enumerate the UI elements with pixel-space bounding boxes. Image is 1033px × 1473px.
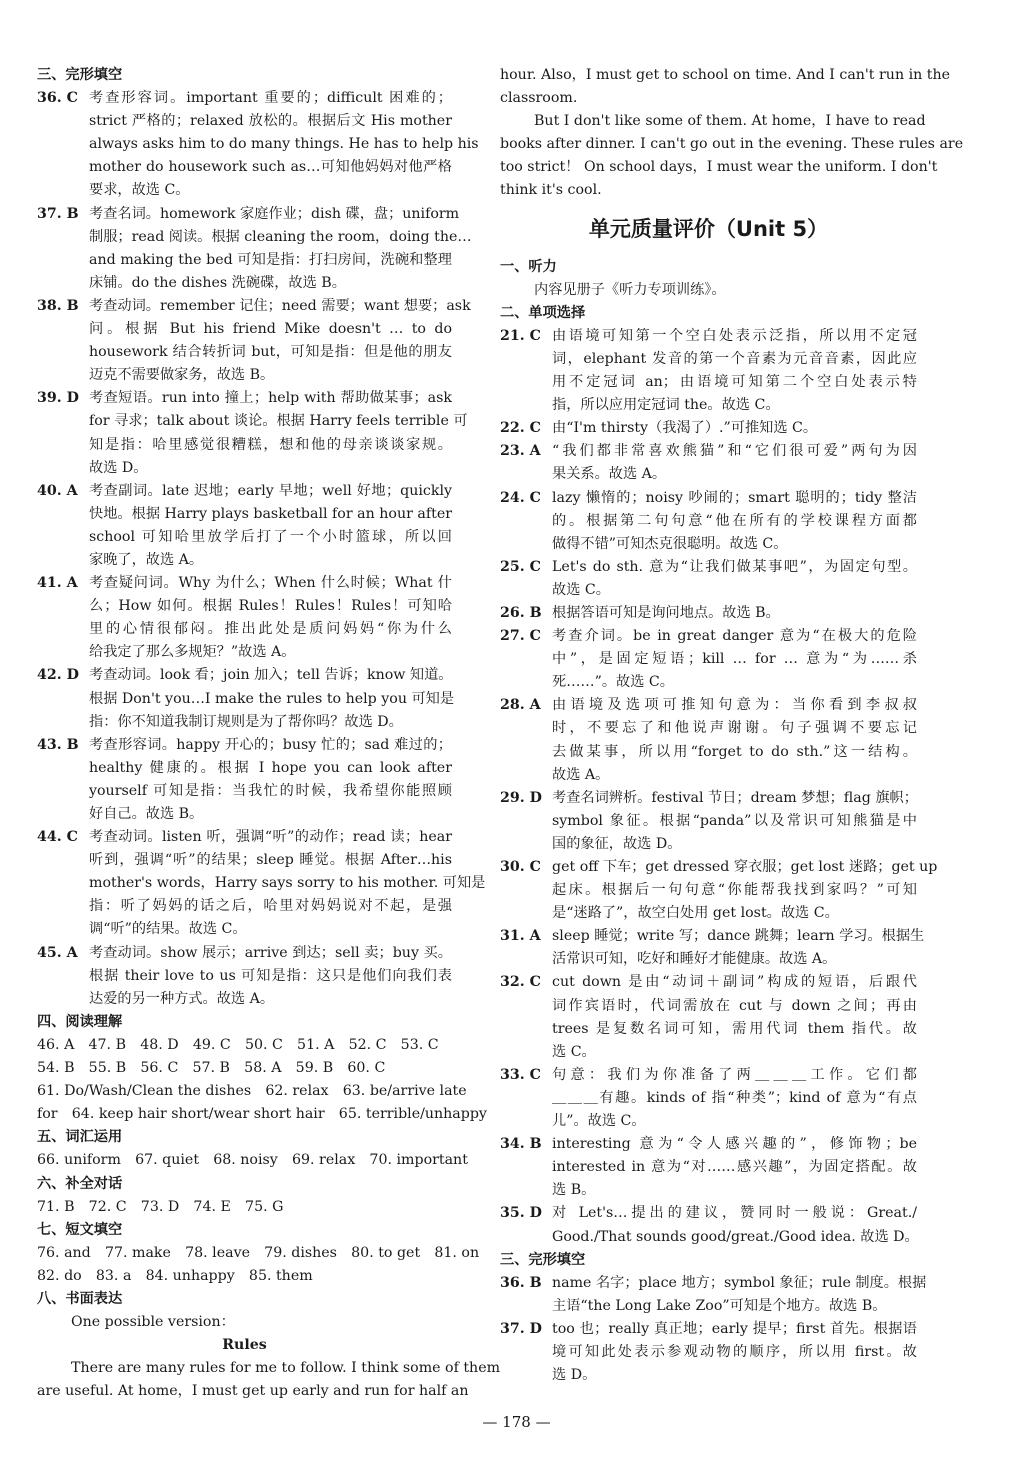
essay-line: are useful. At home，I must get up early and run for half an	[37, 1383, 469, 1400]
page-number: — 178 —	[482, 1413, 551, 1431]
answer-item	[500, 971, 917, 1063]
explanation-line: 考查形容词。happy 开心的；busy 忙的；sad 难过的；	[89, 736, 452, 753]
section-heading-dialog: 六、补全对话	[37, 1175, 123, 1192]
left-column	[37, 64, 501, 1403]
answer-item	[500, 856, 938, 925]
explanation-line: 考查动词。show 展示；arrive 到达；sell 卖；buy 买。	[89, 944, 452, 961]
explanation-line: 主语“the Long Lake Zoo”可知是个地方。故选 B。	[552, 1297, 887, 1314]
explanation-line: 用不定冠词 an；由语境可知第二个空白处表示特	[552, 374, 917, 391]
answer-number: 32. C	[500, 974, 541, 991]
section-heading-listening: 一、听力	[500, 258, 557, 275]
explanation-line: 指，所以应用定冠词 the。故选 C。	[552, 397, 780, 414]
explanation-line: 给我定了那么多规矩？”故选 A。	[89, 644, 296, 661]
explanation-line: ＿＿＿有趣。kinds of 指“种类”；kind of 意为“有点	[552, 1089, 917, 1106]
answer-number: 42. D	[37, 667, 79, 684]
section-heading-single-choice: 二、单项选择	[500, 304, 586, 321]
explanation-line: 问。根据 But his friend Mike doesn't … to do	[89, 321, 452, 338]
explanation-line: too 也；really 真正地；early 提早；first 首先。根据语	[552, 1320, 917, 1337]
fill-answers-2: 82. do 83. a 84. unhappy 85. them	[37, 1267, 313, 1284]
answer-item	[500, 1272, 927, 1318]
right-column	[500, 64, 964, 1387]
essay-line: too strict！ On school days，I must wear the uniform. I don't	[500, 159, 938, 176]
explanation-line: 听到，强调“听”的结果；sleep 睡觉。根据 After…his	[89, 852, 452, 869]
explanation-line: 好自己。故选 B。	[89, 806, 204, 822]
answer-number: 37. D	[500, 1320, 542, 1337]
answer-number: 33. C	[500, 1066, 541, 1083]
answer-number: 41. A	[37, 575, 78, 592]
answer-number: 37. B	[37, 205, 79, 222]
answer-number: 36. B	[500, 1274, 542, 1291]
section-heading-cloze: 三、完形填空	[37, 67, 123, 83]
unit-heading: 单元质量评价（Unit 5）	[588, 216, 829, 241]
explanation-line: 根据答语可知是询问地点。故选 B。	[552, 604, 780, 621]
explanation-line: 选 B。	[552, 1182, 596, 1199]
explanation-line: 指：你不知道我制订规则是为了帮你吗？故选 D。	[89, 713, 403, 730]
answer-item	[500, 925, 925, 971]
explanation-line: and making the bed 可知是指：打扫房间，洗碗和整理	[89, 251, 452, 268]
answer-item	[500, 417, 917, 440]
explanation-line: 考查动词。listen 听，强调“听”的动作；read 读；hear	[89, 829, 452, 846]
answer-number: 45. A	[37, 944, 78, 961]
explanation-line: 考查疑问词。Why 为什么；When 什么时候；What 什	[89, 575, 452, 592]
explanation-line: sleep 睡觉；write 写；dance 跳舞；learn 学习。根据生	[552, 928, 925, 945]
explanation-line: 么；How 如何。根据 Rules！Rules！Rules！可知哈	[89, 598, 452, 615]
explanation-line: 考查动词。look 看；join 加入；tell 告诉；know 知道。	[89, 667, 453, 684]
explanation-line: get off 下车；get dressed 穿衣服；get lost 迷路；get up	[552, 859, 938, 875]
explanation-line: 选 C。	[552, 1043, 596, 1060]
section-heading-cloze-2: 三、完形填空	[500, 1251, 586, 1268]
answer-number: 31. A	[500, 928, 541, 945]
explanation-line: 迈克不需要做家务，故选 B。	[89, 367, 275, 384]
explanation-line: 死……”。故选 C。	[552, 674, 674, 691]
explanation-line: 由“I'm thirsty（我渴了）.”可推知选 C。	[552, 420, 818, 437]
answer-item	[500, 556, 917, 602]
answer-number: 25. C	[500, 558, 541, 575]
explanation-line: interested in 意为“对……感兴趣”，为固定搭配。故	[552, 1159, 917, 1176]
answer-item	[500, 787, 917, 856]
explanation-line: yourself 可知是指：当我忙的时候，我希望你能照顾	[89, 782, 452, 799]
essay-line: There are many rules for me to follow. I think some of them	[71, 1360, 501, 1377]
answer-number: 21. C	[500, 327, 541, 344]
answer-item	[37, 942, 452, 1011]
explanation-line: 句意：我们为你准备了两＿＿＿工作。它们都	[552, 1066, 917, 1083]
answer-item	[500, 440, 917, 486]
explanation-line: 选 D。	[552, 1367, 597, 1384]
explanation-line: 起床。根据后一句句意“你能帮我找到家吗？”可知	[552, 882, 917, 899]
essay-line: think it's cool.	[500, 182, 602, 199]
answer-list-single-choice	[500, 325, 938, 1249]
explanation-line: 里的心情很郁闷。推出此处是质问妈妈“你为什么	[89, 621, 452, 638]
answer-item	[37, 572, 452, 664]
answer-item	[37, 295, 471, 387]
explanation-line: 调“听”的结果。故选 C。	[89, 921, 247, 938]
answer-number: 30. C	[500, 859, 541, 875]
answer-item	[500, 1064, 917, 1133]
answer-item	[37, 87, 479, 202]
explanation-line: 根据 Don't you…I make the rules to help you 可知是	[89, 690, 455, 707]
explanation-line: always asks him to do many things. He has to help his	[89, 136, 479, 153]
answer-item	[37, 203, 472, 295]
reading-answers-1: 46. A 47. B 48. D 49. C 50. C 51. A 52. C 53. C	[37, 1036, 439, 1053]
explanation-line: 的。根据第二句句意“他在所有的学校课程方面都	[552, 512, 917, 529]
explanation-line: 知是指：哈里感觉很糟糕，想和他的母亲谈谈家规。	[89, 436, 452, 453]
section-heading-reading: 四、阅读理解	[37, 1013, 123, 1030]
explanation-line: Good./That sounds good/great./Good idea. 故选 D。	[552, 1228, 919, 1245]
explanation-line: 考查副词。late 迟地；early 早地；well 好地；quickly	[89, 482, 452, 499]
answer-number: 44. C	[37, 829, 78, 846]
answer-item	[37, 387, 468, 479]
answer-item	[500, 487, 917, 556]
answer-number: 24. C	[500, 489, 541, 506]
essay-title: Rules	[222, 1337, 267, 1354]
answer-item	[500, 694, 917, 786]
answer-number: 36. C	[37, 90, 78, 107]
dialog-answers: 71. B 72. C 73. D 74. E 75. G	[37, 1198, 284, 1215]
explanation-line: 故选 A。	[552, 766, 610, 783]
reading-answers-3: 61. Do/Wash/Clean the dishes 62. relax 63. be/arrive late	[37, 1083, 467, 1100]
answer-number: 29. D	[500, 789, 542, 806]
explanation-line: 制服；read 阅读。根据 cleaning the room，doing the…	[89, 228, 472, 245]
answer-item	[500, 1133, 917, 1202]
answer-number: 40. A	[37, 482, 78, 499]
section-heading-writing: 八、书面表达	[37, 1290, 123, 1307]
explanation-line: 活常识可知，吃好和睡好才能健康。故选 A。	[552, 951, 837, 968]
explanation-line: 指：听了妈妈的话之后，哈里对妈妈说对不起，是强	[89, 898, 452, 915]
vocab-answers: 66. uniform 67. quiet 68. noisy 69. relax 70. important	[37, 1152, 468, 1169]
answer-item	[500, 602, 917, 625]
explanation-line: 故选 D。	[89, 459, 148, 476]
explanation-line: 故选 C。	[552, 581, 610, 598]
answer-number: 27. C	[500, 628, 541, 645]
essay-line: But I don't like some of them. At home，I have to read	[534, 113, 926, 130]
explanation-line: trees 是复数名词可知，需用代词 them 指代。故	[552, 1020, 917, 1037]
explanation-line: 中”，是固定短语；kill … for … 意为“为……杀	[552, 651, 917, 668]
fill-answers-1: 76. and 77. make 78. leave 79. dishes 80. to get 81. on	[37, 1244, 480, 1261]
reading-answers-2: 54. B 55. B 56. C 57. B 58. A 59. B 60. C	[37, 1060, 386, 1077]
explanation-line: 家晚了，故选 A。	[89, 551, 204, 568]
answer-number: 34. B	[500, 1136, 542, 1153]
answer-list-cloze	[37, 87, 486, 1011]
section-heading-vocab: 五、词汇运用	[37, 1129, 123, 1146]
answer-item	[37, 664, 455, 733]
answer-number: 39. D	[37, 390, 79, 407]
answer-number: 38. B	[37, 297, 79, 314]
explanation-line: 词，elephant 发音的第一个音素为元音音素，因此应	[552, 350, 917, 367]
answer-item	[37, 826, 486, 941]
essay-line: classroom.	[500, 90, 578, 107]
explanation-line: 考查名词。homework 家庭作业；dish 碟，盘；uniform	[89, 205, 460, 222]
explanation-line: 果关系。故选 A。	[552, 466, 667, 483]
explanation-line: 考查名词辨析。festival 节日；dream 梦想；flag 旗帜；	[552, 789, 918, 806]
reading-answers-4: for 64. keep hair short/wear short hair 65. terrible/unhappy	[37, 1106, 487, 1123]
explanation-line: housework 结合转折词 but，可知是指：但是他的朋友	[89, 344, 452, 361]
answer-item	[37, 734, 452, 826]
answer-number: 43. B	[37, 736, 79, 753]
explanation-line: 床铺。do the dishes 洗碗碟，故选 B。	[89, 274, 346, 291]
explanation-line: 由语境及选项可推知句意为：当你看到李叔叔	[552, 697, 917, 714]
explanation-line: 快地。根据 Harry plays basketball for an hour after	[89, 505, 452, 522]
answer-list-cloze-2	[500, 1272, 927, 1387]
listening-note: 内容见册子《听力专项训练》。	[534, 281, 726, 298]
explanation-line: for 寻求；talk about 谈论。根据 Harry feels terrible 可	[89, 413, 468, 430]
explanation-line: 考查介词。be in great danger 意为“在极大的危险	[552, 628, 917, 645]
answer-item	[500, 325, 917, 417]
explanation-line: 根据 their love to us 可知是指：这只是他们向我们表	[89, 967, 452, 984]
explanation-line: 对 Let's…提出的建议，赞同时一般说：Great./	[552, 1205, 917, 1222]
answer-number: 23. A	[500, 443, 541, 460]
explanation-line: 时，不要忘了和他说声谢谢。句子强调不要忘记	[552, 720, 917, 737]
explanation-line: mother do housework such as…可知他妈妈对他严格	[89, 159, 452, 176]
explanation-line: 词作宾语时，代词需放在 cut 与 down 之间；再由	[552, 997, 917, 1014]
explanation-line: 由语境可知第一个空白处表示泛指，所以用不定冠	[552, 327, 917, 344]
explanation-line: 国的象征，故选 D。	[552, 835, 682, 852]
explanation-line: strict 严格的；relaxed 放松的。根据后文 His mother	[89, 113, 452, 130]
explanation-line: Let's do sth. 意为“让我们做某事吧”，为固定句型。	[552, 558, 917, 575]
explanation-line: symbol 象征。根据“panda”以及常识可知熊猫是中	[552, 812, 917, 829]
answer-item	[37, 480, 452, 572]
explanation-line: “我们都非常喜欢熊猫”和“它们很可爱”两句为因	[552, 443, 917, 460]
answer-item	[500, 625, 917, 694]
explanation-line: 考查短语。run into 撞上；help with 帮助做某事；ask	[89, 390, 452, 407]
answer-number: 22. C	[500, 420, 541, 437]
explanation-line: 考查形容词。important 重要的；difficult 困难的；	[89, 90, 452, 107]
explanation-line: 儿”。故选 C。	[552, 1113, 646, 1130]
explanation-line: 要求，故选 C。	[89, 182, 190, 199]
explanation-line: healthy 健康的。根据 I hope you can look after	[89, 759, 452, 776]
essay-line: books after dinner. I can't go out in the evening. These rules are	[500, 136, 964, 153]
answer-number: 28. A	[500, 697, 541, 714]
essay-line: hour. Also，I must get to school on time. And I can't run in the	[500, 67, 951, 83]
section-heading-fill: 七、短文填空	[37, 1221, 123, 1238]
answer-number: 35. D	[500, 1205, 542, 1222]
explanation-line: interesting 意为“令人感兴趣的”，修饰物；be	[552, 1136, 917, 1153]
explanation-line: 去做某事，所以用“forget to do sth.”这一结构。	[552, 743, 917, 760]
explanation-line: 境可知此处表示参观动物的顺序，所以用 first。故	[552, 1343, 917, 1360]
explanation-line: 考查动词。remember 记住；need 需要；want 想要；ask	[89, 297, 471, 314]
explanation-line: name 名字；place 地方；symbol 象征；rule 制度。根据	[552, 1274, 927, 1291]
explanation-line: cut down 是由“动词＋副词”构成的短语，后跟代	[552, 974, 917, 991]
explanation-line: mother's words，Harry says sorry to his mother. 可知是	[89, 875, 486, 892]
possible-version-label: One possible version：	[71, 1314, 235, 1331]
explanation-line: 达爱的另一种方式。故选 A。	[89, 990, 275, 1007]
answer-number: 26. B	[500, 604, 542, 621]
answer-item	[500, 1202, 917, 1248]
answer-item	[500, 1318, 917, 1387]
explanation-line: 做得不错”可知杰克很聪明。故选 C。	[552, 535, 788, 552]
explanation-line: lazy 懒惰的；noisy 吵闹的；smart 聪明的；tidy 整洁	[552, 489, 917, 506]
explanation-line: school 可知哈里放学后打了一个小时篮球，所以回	[89, 528, 452, 545]
explanation-line: 是“迷路了”，故空白处用 get lost。故选 C。	[552, 905, 839, 922]
